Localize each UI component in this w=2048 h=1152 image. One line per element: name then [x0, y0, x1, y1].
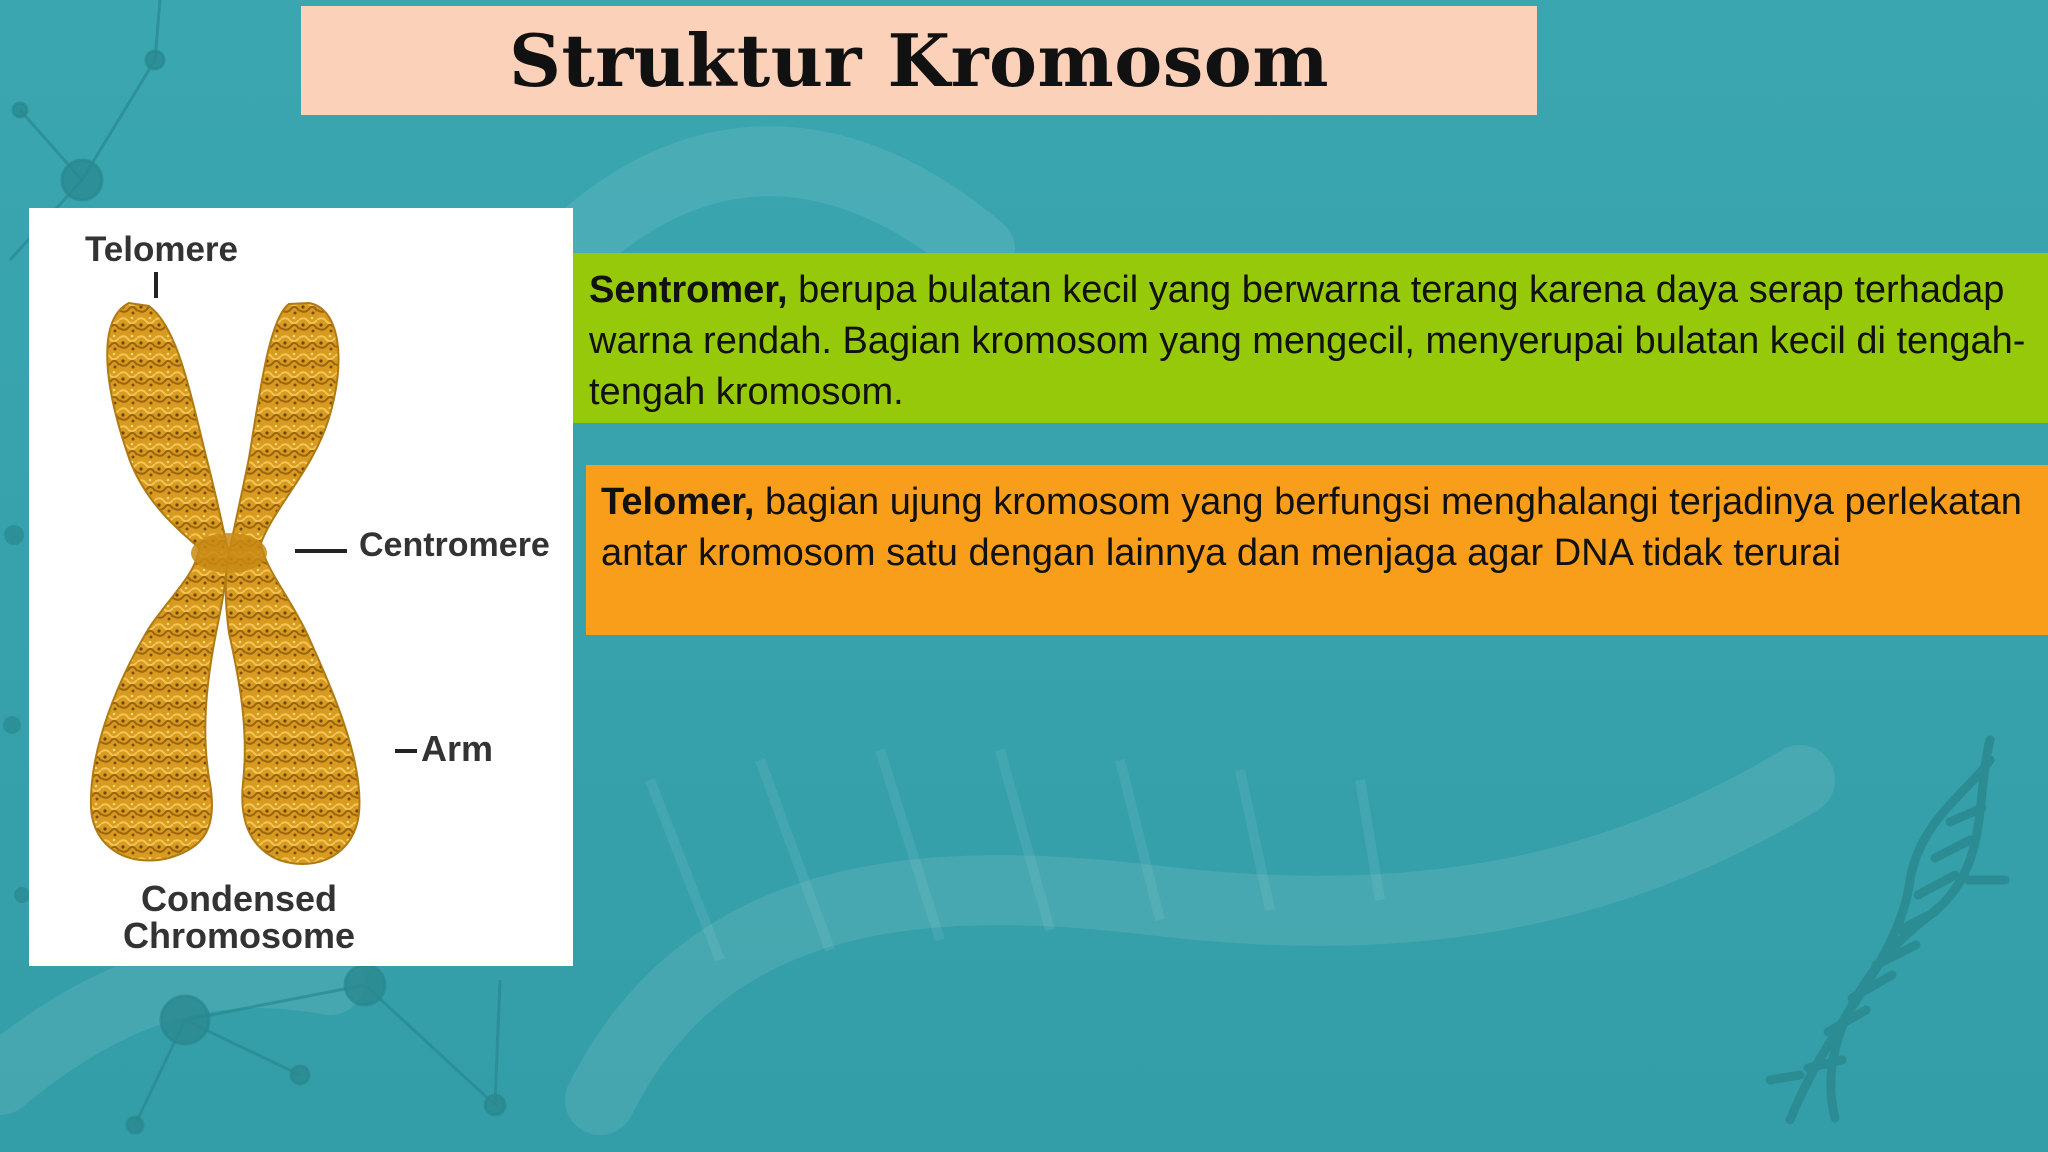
chromosome-diagram	[29, 208, 573, 966]
chromatid-right	[226, 303, 360, 864]
telomer-definition-box	[586, 465, 2048, 635]
diagram-caption	[89, 880, 389, 954]
telomer-term: Telomer,	[601, 481, 755, 523]
page-title: Struktur Kromosom	[508, 18, 1329, 103]
centromere-region	[191, 533, 267, 573]
telomer-text: bagian ujung kromosom yang berfungsi menghalangi terjadinya perlekatan antar kromosom satu dengan lainnya dan menjaga agar DNA tidak terurai	[601, 481, 2022, 574]
title-banner	[301, 6, 1537, 115]
chromosome-illustration	[29, 208, 573, 966]
sentromer-term: Sentromer,	[589, 269, 788, 311]
caption-line-1: Condensed	[140, 878, 337, 919]
telomere-label: Telomere	[85, 230, 239, 269]
chromatid-left	[91, 303, 229, 861]
sentromer-text: berupa bulatan kecil yang berwarna terang karena daya serap terhadap warna rendah. Bagian kromosom yang mengecil, menyerupai bulatan kecil di tengah-tengah kromosom.	[589, 269, 2026, 413]
centromere-label: Centromere	[359, 526, 550, 564]
sentromer-definition-box	[573, 253, 2048, 423]
arm-label: Arm	[421, 728, 494, 769]
caption-line-2: Chromosome	[122, 915, 356, 956]
